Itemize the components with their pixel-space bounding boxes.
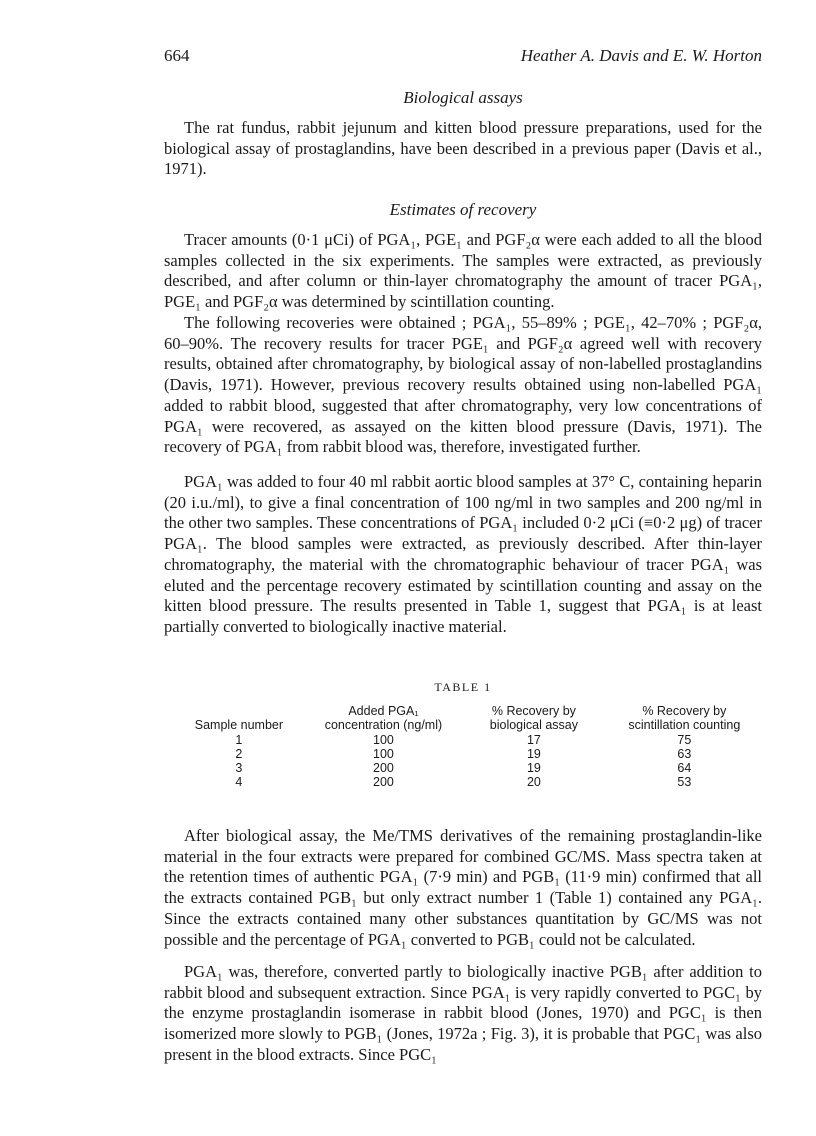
column-header-recovery-scintillation: % Recovery by scintillation counting — [628, 704, 741, 732]
section-heading-estimates-of-recovery: Estimates of recovery — [389, 200, 537, 219]
cell-recovery-biological: 19 — [526, 747, 541, 761]
column-header-sample-number: Sample number — [194, 718, 284, 732]
page-number: 664 — [164, 46, 190, 65]
cell-recovery-biological: 19 — [526, 761, 541, 775]
cell-recovery-scintillation: 75 — [677, 733, 692, 747]
cell-sample-number: 4 — [235, 775, 243, 789]
table-caption: TABLE 1 — [434, 680, 492, 694]
paragraph-pga1-converted: PGA₁ was, therefore, converted partly to biologically inactive PGB₁ after addition to rabbit blood and subsequent extraction. Since PGA₁ is very rapidly converted to PGC₁ by the enzyme prostaglandin isomerase in rabbit blood (Jones, 1970) and PGC₁ is then isomerized more slowly to PGB₁ (Jones, 1972a ; Fig. 3), it is probable that PGC₁ was also present in the blood extracts. Since PGC₁ — [164, 962, 762, 1064]
column-header-recovery-biological: % Recovery by biological assay — [489, 704, 579, 732]
section-heading-biological-assays: Biological assays — [403, 88, 523, 107]
cell-added-concentration: 200 — [373, 775, 394, 789]
recovery-table — [174, 704, 764, 789]
table-header-row — [174, 704, 764, 733]
cell-recovery-scintillation: 64 — [677, 761, 692, 775]
cell-added-concentration: 100 — [373, 747, 394, 761]
cell-added-concentration: 100 — [373, 733, 394, 747]
cell-recovery-biological: 20 — [526, 775, 541, 789]
cell-sample-number: 1 — [235, 733, 243, 747]
cell-recovery-scintillation: 53 — [677, 775, 692, 789]
cell-sample-number: 2 — [235, 747, 243, 761]
table-row — [174, 775, 764, 789]
paragraph-tracer-amounts: Tracer amounts (0·1 μCi) of PGA₁, PGE₁ and PGF₂α were each added to all the blood samples collected in the six experiments. The samples were extracted, as previously described, and after column or thin-layer chromatography the amount of tracer PGA₁, PGE₁ and PGF₂α was determined by scintillation counting. — [164, 230, 762, 312]
paragraph-recoveries-obtained: The following recoveries were obtained ; PGA₁, 55–89% ; PGE₁, 42–70% ; PGF₂α, 60–90%. The recovery results for tracer PGE₁ and PGF₂α agreed well with recovery results, obtained after chromatography, by biological assay of non-labelled prostaglandins (Davis, 1971). However, previous recovery results obtained using non-labelled PGA₁ added to rabbit blood, suggested that after chromatography, very low concentrations of PGA₁ were recovered, as assayed on the kitten blood pressure (Davis, 1971). The recovery of PGA₁ from rabbit blood was, therefore, investigated further. — [164, 313, 762, 457]
paragraph-after-biological-assay: After biological assay, the Me/TMS derivatives of the remaining prostaglandin-like material in the four extracts were prepared for combined GC/MS. Mass spectra taken at the retention times of authentic PGA₁ (7·9 min) and PGB₁ (11·9 min) confirmed that all the extracts contained PGB₁ but only extract number 1 (Table 1) contained any PGA₁. Since the extracts contained many other substances quantitation by GC/MS was not possible and the percentage of PGA₁ converted to PGB₁ could not be calculated. — [164, 826, 762, 949]
running-head — [164, 46, 762, 68]
paragraph-pga1-added: PGA₁ was added to four 40 ml rabbit aortic blood samples at 37° C, containing heparin (20 i.u./ml), to give a final concentration of 100 ng/ml in two samples and 200 ng/ml in the other two samples. These concentrations of PGA₁ included 0·2 μCi (≡0·2 μg) of tracer PGA₁. The blood samples were extracted, as previously described. After thin-layer chromatography, the material with the chromatographic behaviour of tracer PGA₁ was eluted and the percentage recovery estimated by scintillation counting and assay on the kitten blood pressure. The results presented in Table 1, suggest that PGA₁ is at least partially converted to biologically inactive material. — [164, 472, 762, 636]
running-head-authors: Heather A. Davis and E. W. Horton — [520, 46, 762, 65]
paragraph-biological-assays: The rat fundus, rabbit jejunum and kitten blood pressure preparations, used for the biological assay of prostaglandins, have been described in a previous paper (Davis et al., 1971). — [164, 118, 762, 179]
cell-recovery-scintillation: 63 — [677, 747, 692, 761]
cell-recovery-biological: 17 — [526, 733, 541, 747]
cell-added-concentration: 200 — [373, 761, 394, 775]
table-row — [174, 747, 764, 761]
table-row — [174, 733, 764, 747]
table-row — [174, 761, 764, 775]
column-header-added-concentration: Added PGA₁ concentration (ng/ml) — [324, 704, 443, 732]
cell-sample-number: 3 — [235, 761, 243, 775]
